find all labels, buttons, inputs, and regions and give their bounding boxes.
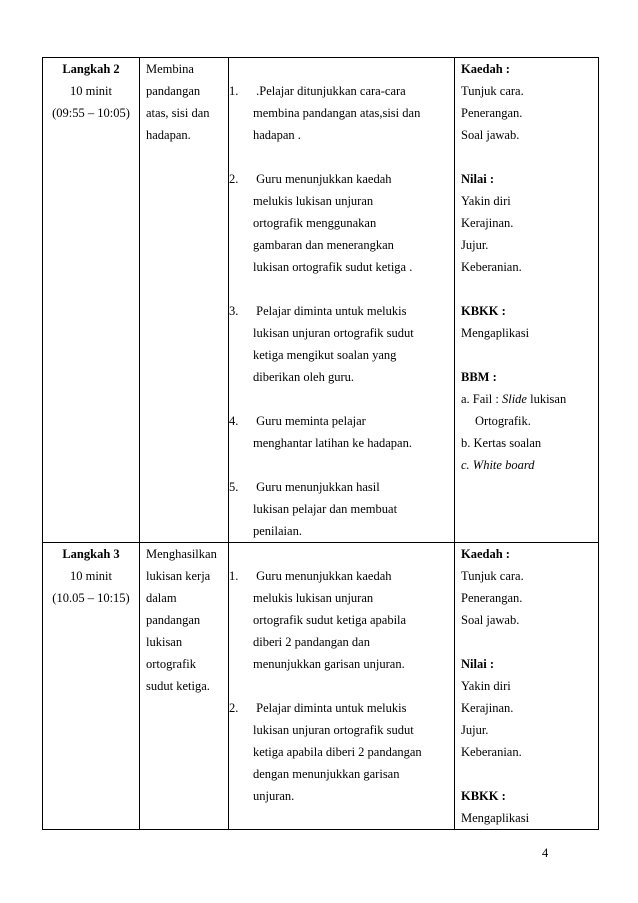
bbm-item: a. Fail : Slide lukisan (461, 392, 567, 406)
topic-line: pandangan (146, 613, 201, 627)
activity-item: 1. Guru menunjukkan kaedah melukis lukisan unjuran ortografik sudut ketiga apabila diberi 2 pandangan dan menunjukkan garisan unjuran. (229, 569, 407, 671)
bbm-item: b. Kertas soalan (461, 436, 542, 450)
kbkk-heading: KBKK : (461, 789, 506, 803)
kaedah-heading: Kaedah : (461, 547, 510, 561)
topic-line: Menghasilkan (146, 547, 217, 561)
topic-line: hadapan. (146, 128, 191, 142)
topic-line: dalam (146, 591, 177, 605)
nilai-heading: Nilai : (461, 172, 494, 186)
activity-item: 2. Guru menunjukkan kaedah melukis lukisan unjuran ortografik menggunakan gambaran dan menerangkan lukisan ortografik sudut ketiga . (229, 172, 413, 274)
kaedah-heading: Kaedah : (461, 62, 510, 76)
topic-line: lukisan (146, 635, 183, 649)
step-cell (43, 543, 140, 830)
topic-line: sudut ketiga. (146, 679, 210, 693)
lesson-plan-table (42, 57, 599, 830)
bbm-heading: BBM : (461, 370, 497, 384)
topic-line: pandangan (146, 84, 201, 98)
table-row (43, 58, 599, 543)
topic-line: atas, sisi dan (146, 106, 210, 120)
topic-cell (140, 543, 229, 830)
notes-cell: Kaedah : Tunjuk cara. Penerangan. Soal jawab. Nilai : Yakin diri Kerajinan. Jujur. Keberanian. KBKK : Mengaplikasi BBM : a. Fail : Slide lukisan Ortografik. b. Kertas soalan c. White board (455, 58, 599, 543)
activity-item: 1. .Pelajar ditunjukkan cara-cara membina pandangan atas,sisi dan hadapan . (229, 84, 421, 142)
step-time: (10.05 – 10:15) (52, 591, 130, 605)
topic-line: lukisan kerja (146, 569, 211, 583)
topic-cell (140, 58, 229, 543)
activities-cell (229, 543, 455, 830)
activity-item: 3. Pelajar diminta untuk melukis lukisan unjuran ortografik sudut ketiga mengikut soalan yang diberikan oleh guru. (229, 304, 414, 384)
step-title: Langkah 3 (62, 547, 120, 561)
step-cell (43, 58, 140, 543)
notes-cell: Kaedah : Tunjuk cara. Penerangan. Soal jawab. Nilai : Yakin diri Kerajinan. Jujur. Keberanian. KBKK : Mengaplikasi (455, 543, 599, 830)
topic-line: Membina (146, 62, 194, 76)
topic-line: ortografik (146, 657, 196, 671)
activity-item: 4. Guru meminta pelajar menghantar latihan ke hadapan. (229, 414, 412, 450)
step-duration: 10 minit (69, 84, 113, 98)
nilai-heading: Nilai : (461, 657, 494, 671)
table-row (43, 543, 599, 830)
activity-item: 5. Guru menunjukkan hasil lukisan pelajar dan membuat penilaian. (229, 480, 398, 538)
kbkk-heading: KBKK : (461, 304, 506, 318)
step-time: (09:55 – 10:05) (52, 106, 130, 120)
step-duration: 10 minit (69, 569, 113, 583)
page-number: 4 (542, 846, 549, 860)
activity-item: 2. Pelajar diminta untuk melukis lukisan unjuran ortografik sudut ketiga apabila diberi 2 pandangan dengan menunjukkan garisan unjuran. (229, 701, 422, 803)
activities-cell (229, 58, 455, 543)
bbm-item: c. White board (461, 458, 535, 472)
step-title: Langkah 2 (62, 62, 120, 76)
